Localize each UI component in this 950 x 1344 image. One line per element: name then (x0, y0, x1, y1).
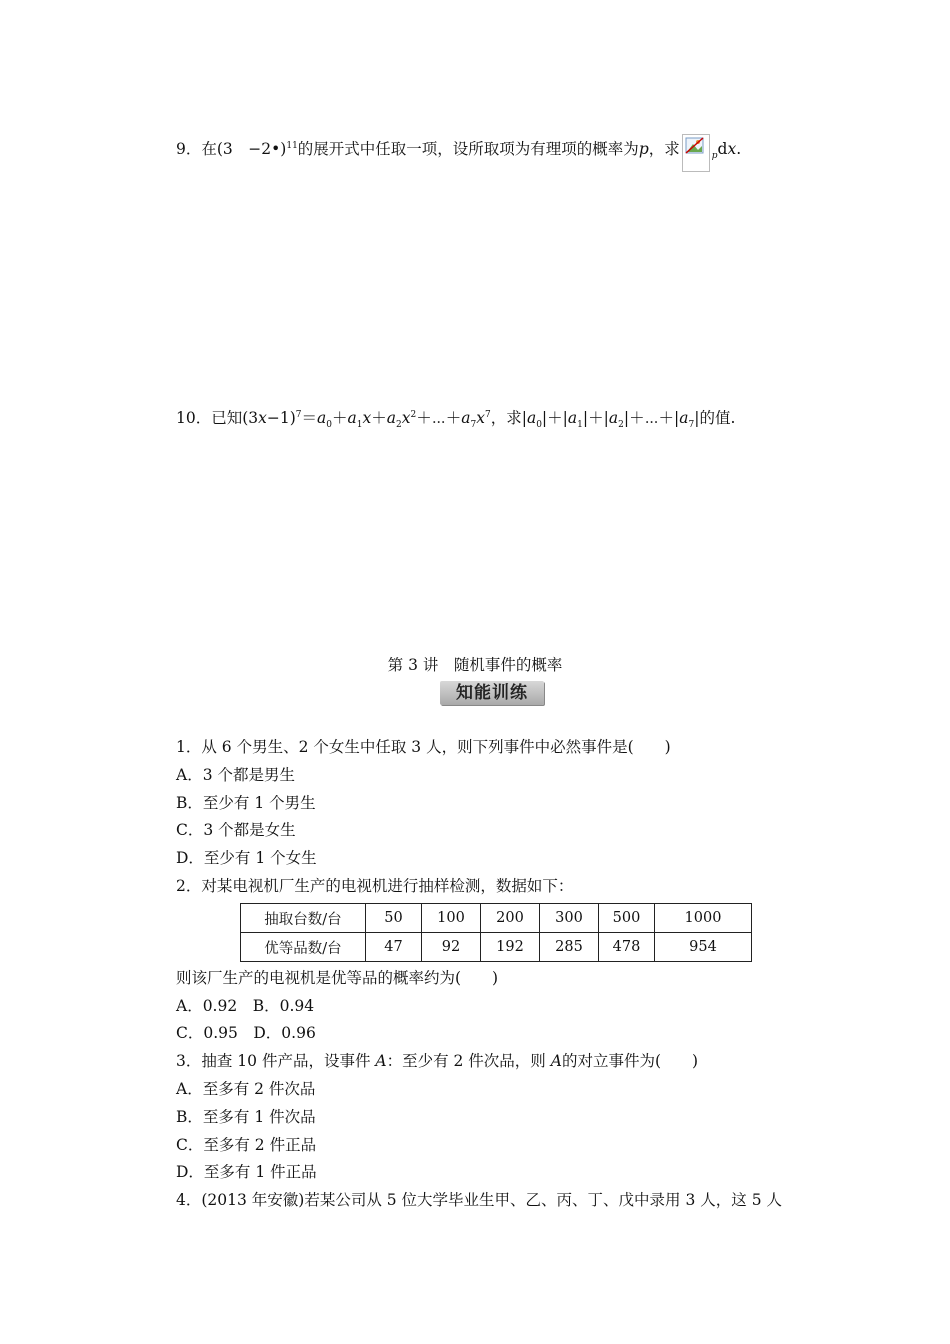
q10-x7: x (476, 409, 485, 427)
q10-plus: ＋ (332, 409, 348, 427)
q10-bar: | (623, 409, 630, 427)
q9-prefix: 9．在(3 −2 (176, 140, 272, 158)
q3-event-a: A (375, 1052, 387, 1071)
table-cell: 200 (481, 904, 540, 933)
table-cell: 抽取台数/台 (241, 904, 366, 933)
q10-bar: | (541, 409, 548, 427)
table-cell: 192 (481, 933, 540, 962)
q10-bar: | (674, 409, 680, 427)
q2-question: 则该厂生产的电视机是优等品的概率约为( ) (176, 968, 499, 987)
q3-stem (176, 1050, 782, 1078)
q10-abs-plus2: ＋ (588, 409, 604, 427)
q10-dots: ＋⋯＋ (416, 409, 462, 427)
q9-text2: ，求 (648, 140, 680, 158)
q2-options-cd: C．0.95 D．0.96 (176, 1024, 316, 1043)
q10-pow7: 7 (484, 409, 491, 420)
q10-abs-plus: ＋ (547, 409, 563, 427)
table-row (241, 933, 752, 962)
q10-abs-a0: a (526, 409, 537, 427)
q10-abs-dots: ＋⋯＋ (629, 409, 675, 427)
q10-bar: | (521, 409, 527, 427)
q9-dot: • (271, 140, 281, 158)
q2-stem: 2．对某电视机厂生产的电视机进行抽样检测，数据如下： (176, 876, 574, 895)
q10-sq: 2 (410, 409, 417, 420)
exercise-list (176, 736, 782, 1217)
q9-x: x (727, 140, 737, 158)
question-10 (176, 408, 736, 431)
table-cell: 1000 (655, 904, 752, 933)
q3-option-d: D．至多有 1 件正品 (176, 1163, 317, 1182)
q10-a0: a (317, 409, 327, 427)
q10-abs-a7: a (679, 409, 689, 427)
q10-bar: | (582, 409, 589, 427)
table-row (241, 904, 752, 933)
q10-bar: | (603, 409, 609, 427)
q3-option-b: B．至多有 1 件次品 (176, 1107, 316, 1126)
q10-plus2: ＋ (371, 409, 387, 427)
q10-abs-sub1: 1 (577, 420, 583, 431)
q10-minus: −1) (266, 409, 296, 427)
q9-d: d (717, 140, 728, 158)
table-cell: 100 (422, 904, 481, 933)
section-title: 第 3 讲 随机事件的概率 (387, 656, 563, 674)
q10-tail: 的值. (699, 409, 736, 427)
sampling-table (240, 903, 752, 962)
table-cell: 47 (366, 933, 422, 962)
table-cell: 50 (366, 904, 422, 933)
q10-sub7: 7 (470, 420, 477, 431)
q9-close: ) (280, 140, 287, 158)
section-banner: 知能训练 (440, 681, 544, 705)
q1-option-a: A．3 个都是男生 (176, 765, 295, 784)
q10-lead: 10．已知(3 (176, 409, 259, 427)
q10-a7: a (461, 409, 471, 427)
q10-abs-a2: a (608, 409, 619, 427)
table-cell: 478 (599, 933, 655, 962)
table-cell: 92 (422, 933, 481, 962)
q10-sub0: 0 (326, 420, 333, 431)
q10-bar: | (562, 409, 568, 427)
q10-x2: x (401, 409, 411, 427)
q9-text1: 的展开式中任取一项，设所取项为有理项的概率为 (297, 140, 639, 158)
table-cell: 954 (655, 933, 752, 962)
q10-x1: x (362, 409, 372, 427)
q10-sub2: 2 (396, 420, 402, 431)
q10-abs-a1: a (567, 409, 578, 427)
q10-exp: 7 (295, 409, 302, 420)
q10-abs-sub0: 0 (536, 420, 542, 431)
q3-lead: 3．抽查 10 件产品，设事件 (176, 1052, 376, 1071)
q10-x: x (258, 409, 267, 427)
q9-p: p (638, 140, 649, 158)
q10-eq: ＝ (301, 409, 318, 427)
q10-a2: a (386, 409, 397, 427)
table-cell: 优等品数/台 (241, 933, 366, 962)
table-cell: 500 (599, 904, 655, 933)
q3-tail: 的对立事件为( ) (561, 1052, 699, 1071)
question-9 (176, 134, 741, 172)
q3-mid: ：至少有 2 件次品，则 (386, 1052, 551, 1071)
table-cell: 285 (540, 933, 599, 962)
q3-option-a: A．至多有 2 件次品 (176, 1079, 316, 1098)
q4-stem: 4．(2013 年安徽)若某公司从 5 位大学毕业生甲、乙、丙、丁、戊中录用 3 人，这 5 人 (176, 1191, 782, 1210)
q9-exponent: 11 (286, 140, 298, 151)
q1-option-b: B．至少有 1 个男生 (176, 793, 316, 812)
q3-event-a2: A (550, 1052, 562, 1071)
q1-stem: 1．从 6 个男生、2 个女生中任取 3 人，则下列事件中必然事件是( ) (176, 738, 671, 756)
q1-option-c: C．3 个都是女生 (176, 821, 296, 840)
broken-image-icon (682, 134, 710, 172)
table-cell: 300 (540, 904, 599, 933)
q3-option-c: C．至多有 2 件正品 (176, 1135, 317, 1154)
q1-option-d: D．至少有 1 个女生 (176, 849, 317, 868)
q9-integrand-p: p (711, 151, 718, 162)
q10-ask: ，求 (490, 409, 522, 427)
q9-end: . (736, 140, 742, 158)
q10-bar: | (694, 409, 700, 427)
q10-abs-sub2: 2 (618, 420, 624, 431)
q10-a1: a (347, 409, 357, 427)
q10-sub1: 1 (356, 420, 363, 431)
q2-options-ab: A．0.92 B．0.94 (176, 996, 315, 1015)
q10-abs-sub7: 7 (688, 420, 695, 431)
